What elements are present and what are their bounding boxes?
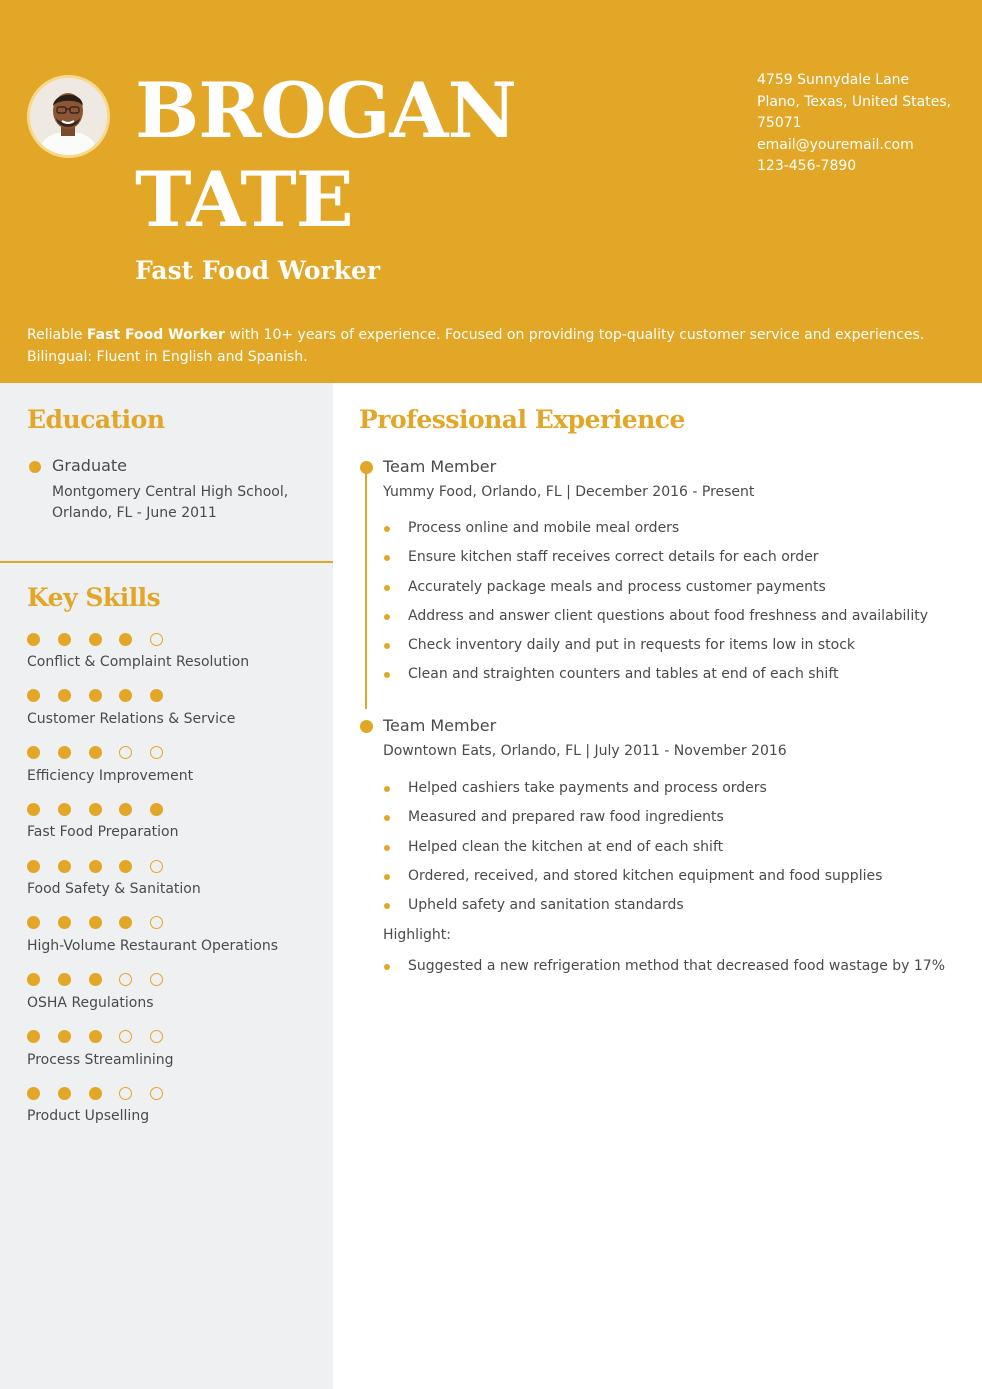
bullet-text: Suggested a new refrigeration method that decreased food wastage by 17% [408,958,945,974]
list-item [383,778,963,807]
rating-dot-filled-icon [58,803,71,816]
rating-dot-filled-icon [89,860,102,873]
profile-photo [27,75,110,158]
rating-dot-filled-icon [27,1030,40,1043]
skill-rating [27,688,327,704]
bullet-text: Ensure kitchen staff receives correct details for each order [408,549,819,566]
skill-item [27,688,327,745]
summary-prefix: Reliable [27,327,87,343]
rating-dot-filled-icon [58,1030,71,1043]
skill-name: Process Streamlining [27,1051,174,1068]
rating-dot-empty-icon [119,1030,132,1043]
skill-rating [27,972,327,988]
school-line-1: Montgomery Central High School, [52,484,289,500]
skill-item [27,745,327,802]
rating-dot-filled-icon [27,746,40,759]
rating-dot-empty-icon [150,860,163,873]
list-item [383,866,963,895]
school-line-2: Orlando, FL - June 2011 [52,505,217,521]
job-2-title: Team Member [383,716,497,735]
skill-item [27,1085,327,1142]
skill-name: High-Volume Restaurant Operations [27,937,278,954]
rating-dot-filled-icon [89,916,102,929]
rating-dot-filled-icon [27,860,40,873]
bullet-text: Process online and mobile meal orders [408,520,680,536]
last-name: TATE [135,155,353,244]
education-heading: Education [27,405,165,434]
list-item [383,956,963,985]
job-title: Fast Food Worker [135,256,381,285]
education-degree: Graduate [52,456,127,475]
skill-item [27,915,327,972]
bullet-icon [384,672,390,678]
rating-dot-empty-icon [119,1087,132,1100]
bullet-icon [384,555,390,561]
professional-summary [27,325,957,368]
rating-dot-filled-icon [89,689,102,702]
timeline-line [365,466,367,709]
rating-dot-filled-icon [89,973,102,986]
rating-dot-filled-icon [89,803,102,816]
bullet-icon [384,874,390,880]
rating-dot-filled-icon [89,1030,102,1043]
experience-heading: Professional Experience [359,405,685,434]
rating-dot-filled-icon [27,916,40,929]
rating-dot-empty-icon [150,1030,163,1043]
summary-suffix: with 10+ years of experience. Focused on providing top-quality customer service and experiences. Bilingual: Fluent in English and Spanish. [27,327,925,365]
bullet-text: Upheld safety and sanitation standards [408,897,684,914]
bullet-icon [384,964,390,970]
bullet-icon [384,643,390,649]
contact-info [757,70,957,178]
rating-dot-empty-icon [150,1087,163,1100]
rating-dot-filled-icon [58,689,71,702]
list-item [383,837,963,866]
bullet-text: Clean and straighten counters and tables at end of each shift [408,666,839,683]
skill-item [27,1029,327,1086]
bullet-text: Accurately package meals and process customer payments [408,578,826,595]
list-item [383,606,963,635]
skill-name: Product Upselling [27,1108,150,1125]
candidate-name [135,66,516,244]
highlight-label: Highlight: [383,927,451,943]
bullet-icon [384,526,390,532]
resume-header [0,0,982,383]
skill-name: Food Safety & Sanitation [27,881,201,898]
job-1-bullets [383,518,963,694]
address-line-3: 75071 [757,115,802,131]
rating-dot-filled-icon [58,1087,71,1100]
rating-dot-empty-icon [150,916,163,929]
skill-rating [27,801,327,817]
timeline-dot-icon [360,461,373,474]
bullet-text: Ordered, received, and stored kitchen equipment and food supplies [408,867,883,884]
rating-dot-filled-icon [27,973,40,986]
list-item [383,518,963,547]
education-bullet-icon [29,461,41,473]
job-2-meta: Downtown Eats, Orlando, FL | July 2011 - November 2016 [383,743,787,759]
rating-dot-filled-icon [27,1087,40,1100]
rating-dot-filled-icon [150,689,163,702]
skill-name: Efficiency Improvement [27,767,194,784]
skill-rating [27,1085,327,1101]
skill-item [27,972,327,1029]
bullet-icon [384,585,390,591]
timeline-dot-icon [360,720,373,733]
rating-dot-empty-icon [150,633,163,646]
section-divider [0,561,333,563]
list-item [383,635,963,664]
rating-dot-filled-icon [89,1087,102,1100]
list-item [383,664,963,693]
bullet-icon [384,815,390,821]
bullet-text: Helped cashiers take payments and process orders [408,780,767,796]
skills-heading: Key Skills [27,583,161,612]
job-2-bullets [383,778,963,924]
skill-name: Fast Food Preparation [27,824,179,841]
skill-name: Customer Relations & Service [27,710,236,727]
job-2-highlights [383,956,963,985]
skill-rating [27,745,327,761]
bullet-icon [384,845,390,851]
skill-item [27,631,327,688]
job-1-title: Team Member [383,457,497,476]
bullet-text: Helped clean the kitchen at end of each shift [408,838,724,855]
rating-dot-empty-icon [150,973,163,986]
address-line-1: 4759 Sunnydale Lane [757,72,910,88]
rating-dot-filled-icon [27,689,40,702]
skill-item [27,858,327,915]
rating-dot-filled-icon [89,746,102,759]
education-school [52,482,322,524]
rating-dot-filled-icon [119,633,132,646]
bullet-icon [384,903,390,909]
bullet-text: Address and answer client questions about food freshness and availability [408,607,928,624]
bullet-icon [384,786,390,792]
job-1-meta: Yummy Food, Orlando, FL | December 2016 - Present [383,484,755,500]
skill-rating [27,1029,327,1045]
bullet-text: Measured and prepared raw food ingredients [408,809,724,826]
list-item [383,807,963,836]
list-item [383,577,963,606]
rating-dot-filled-icon [119,689,132,702]
rating-dot-filled-icon [58,746,71,759]
skill-rating [27,915,327,931]
skills-list [27,631,327,1142]
rating-dot-filled-icon [119,916,132,929]
rating-dot-empty-icon [119,973,132,986]
first-name: BROGAN [135,66,516,155]
bullet-icon [384,614,390,620]
rating-dot-filled-icon [27,803,40,816]
email-link[interactable]: email@youremail.com [757,136,914,153]
skill-name: Conflict & Complaint Resolution [27,654,250,670]
skill-rating [27,631,327,647]
rating-dot-filled-icon [119,860,132,873]
list-item [383,895,963,924]
rating-dot-filled-icon [58,973,71,986]
rating-dot-filled-icon [150,803,163,816]
skill-item [27,801,327,858]
rating-dot-empty-icon [119,746,132,759]
bullet-text: Check inventory daily and put in requests for items low in stock [408,637,856,654]
rating-dot-filled-icon [119,803,132,816]
person-icon [30,78,107,155]
sidebar [0,383,333,1389]
rating-dot-filled-icon [89,633,102,646]
rating-dot-filled-icon [58,860,71,873]
list-item [383,547,963,576]
rating-dot-filled-icon [58,916,71,929]
rating-dot-filled-icon [58,633,71,646]
rating-dot-filled-icon [27,633,40,646]
phone-number: 123-456-7890 [757,158,857,174]
rating-dot-empty-icon [150,746,163,759]
summary-bold: Fast Food Worker [86,327,225,343]
skill-name: OSHA Regulations [27,994,154,1011]
skill-rating [27,858,327,874]
address-line-2: Plano, Texas, United States, [757,93,952,110]
